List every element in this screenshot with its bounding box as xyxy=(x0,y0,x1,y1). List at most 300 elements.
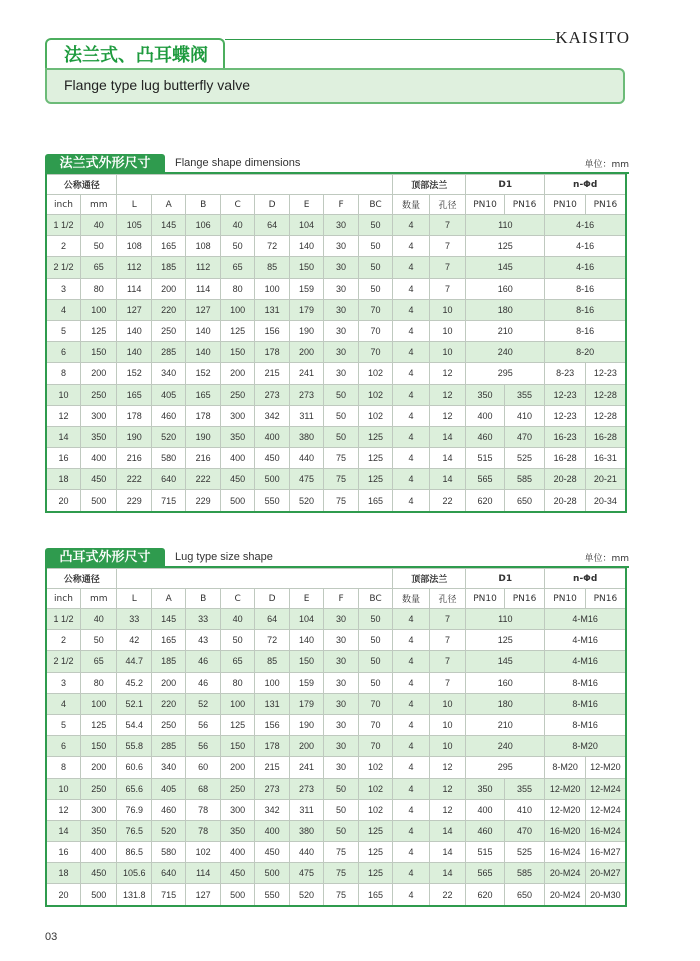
table-cell: 20-28 xyxy=(545,490,586,512)
table-cell: 520 xyxy=(151,820,185,841)
header-row xyxy=(46,589,626,609)
table-cell: 165 xyxy=(151,236,185,257)
table-cell: 460 xyxy=(466,820,505,841)
column-header: PN10 xyxy=(545,589,586,609)
table-cell: 14 xyxy=(429,469,466,490)
table-cell: 1 1/2 xyxy=(46,215,80,236)
column-header: E xyxy=(289,589,323,609)
table-cell: 150 xyxy=(80,342,117,363)
table-cell: 43 xyxy=(186,630,220,651)
table-cell: 80 xyxy=(80,278,117,299)
table-row xyxy=(46,215,626,236)
table-cell: 355 xyxy=(504,778,545,799)
table-cell: 4 xyxy=(393,651,430,672)
table-cell: 40 xyxy=(80,215,117,236)
table-cell: 4 xyxy=(393,778,430,799)
table-row xyxy=(46,384,626,405)
table-cell: 102 xyxy=(358,384,392,405)
table-cell: 54.4 xyxy=(117,714,151,735)
table-cell: 20-21 xyxy=(585,469,626,490)
table-cell: 190 xyxy=(289,320,323,341)
table-cell: 131.8 xyxy=(117,884,151,906)
table-cell: 300 xyxy=(220,799,254,820)
table-cell: 20-M30 xyxy=(585,884,626,906)
table-cell: 8-M16 xyxy=(545,693,626,714)
table-cell: 12 xyxy=(429,757,466,778)
header-nominal-size: 公称通径 xyxy=(46,569,117,589)
header-row xyxy=(46,195,626,215)
table-cell: 56 xyxy=(186,736,220,757)
table-cell: 565 xyxy=(466,863,505,884)
table-cell: 108 xyxy=(117,236,151,257)
table-cell: 4 xyxy=(393,363,430,384)
table-cell: 4 xyxy=(393,299,430,320)
table-row xyxy=(46,609,626,630)
table-cell: 20 xyxy=(46,884,80,906)
table-cell: 42 xyxy=(117,630,151,651)
table-cell: 460 xyxy=(151,799,185,820)
table-cell: 10 xyxy=(46,384,80,405)
table-cell: 405 xyxy=(151,384,185,405)
table-row xyxy=(46,490,626,512)
table-cell: 110 xyxy=(466,215,545,236)
table-cell: 7 xyxy=(429,278,466,299)
table-cell: 216 xyxy=(117,448,151,469)
table-cell: 340 xyxy=(151,757,185,778)
table-cell: 525 xyxy=(504,842,545,863)
column-header: PN16 xyxy=(585,589,626,609)
table-cell: 4 xyxy=(393,342,430,363)
table-cell: 470 xyxy=(504,426,545,447)
table-row xyxy=(46,842,626,863)
table-cell: 342 xyxy=(255,405,289,426)
table-cell: 460 xyxy=(466,426,505,447)
table-cell: 300 xyxy=(80,799,117,820)
table-cell: 185 xyxy=(151,651,185,672)
table-cell: 72 xyxy=(255,630,289,651)
table-cell: 16-M24 xyxy=(585,820,626,841)
table-cell: 12 xyxy=(429,799,466,820)
table-cell: 14 xyxy=(429,842,466,863)
table-cell: 16-28 xyxy=(585,426,626,447)
table-cell: 179 xyxy=(289,299,323,320)
table-cell: 250 xyxy=(80,778,117,799)
table-cell: 40 xyxy=(220,609,254,630)
table-cell: 14 xyxy=(429,820,466,841)
column-header: E xyxy=(289,195,323,215)
table-cell: 12-M20 xyxy=(545,778,586,799)
table-cell: 715 xyxy=(151,490,185,512)
table-cell: 165 xyxy=(151,630,185,651)
table-cell: 52 xyxy=(186,693,220,714)
table-cell: 640 xyxy=(151,863,185,884)
table-cell: 215 xyxy=(255,363,289,384)
table-cell: 178 xyxy=(186,405,220,426)
table-cell: 400 xyxy=(466,799,505,820)
table-cell: 165 xyxy=(186,384,220,405)
table-cell: 65 xyxy=(80,651,117,672)
table-cell: 350 xyxy=(466,778,505,799)
table-cell: 108 xyxy=(186,236,220,257)
table-cell: 140 xyxy=(289,630,323,651)
table-cell: 127 xyxy=(186,299,220,320)
table-cell: 112 xyxy=(117,257,151,278)
table-cell: 3 xyxy=(46,672,80,693)
table-cell: 4 xyxy=(393,320,430,341)
table-cell: 14 xyxy=(429,863,466,884)
table-cell: 50 xyxy=(324,820,358,841)
column-header: PN16 xyxy=(585,195,626,215)
table-cell: 16-31 xyxy=(585,448,626,469)
table-cell: 16-M20 xyxy=(545,820,586,841)
table-cell: 64 xyxy=(255,609,289,630)
table-cell: 2 xyxy=(46,630,80,651)
table-cell: 70 xyxy=(358,714,392,735)
section-rule xyxy=(45,566,629,568)
table-cell: 104 xyxy=(289,609,323,630)
table-cell: 12-M24 xyxy=(585,799,626,820)
column-header: L xyxy=(117,195,151,215)
table-cell: 10 xyxy=(429,342,466,363)
table-cell: 12 xyxy=(46,405,80,426)
column-header: inch xyxy=(46,195,80,215)
column-header: 孔径 xyxy=(429,195,466,215)
table-cell: 20-28 xyxy=(545,469,586,490)
table-row xyxy=(46,693,626,714)
column-header: F xyxy=(324,195,358,215)
table-cell: 40 xyxy=(80,609,117,630)
table-cell: 100 xyxy=(80,693,117,714)
table-cell: 7 xyxy=(429,672,466,693)
table-cell: 75 xyxy=(324,863,358,884)
table-cell: 16-28 xyxy=(545,448,586,469)
header-bolt-holes: n-Φd xyxy=(545,175,626,195)
table-cell: 185 xyxy=(151,257,185,278)
table-cell: 30 xyxy=(324,320,358,341)
table-cell: 6 xyxy=(46,342,80,363)
table-cell: 68 xyxy=(186,778,220,799)
table-cell: 12-23 xyxy=(545,384,586,405)
column-header: mm xyxy=(80,195,117,215)
table-cell: 4 xyxy=(393,405,430,426)
header-blank xyxy=(117,175,393,195)
table-cell: 10 xyxy=(46,778,80,799)
table-cell: 400 xyxy=(220,842,254,863)
table-cell: 85 xyxy=(255,257,289,278)
table-cell: 311 xyxy=(289,405,323,426)
table-cell: 4 xyxy=(393,736,430,757)
table-cell: 12 xyxy=(46,799,80,820)
column-header: 孔径 xyxy=(429,589,466,609)
table-cell: 86.5 xyxy=(117,842,151,863)
table-row xyxy=(46,799,626,820)
table-cell: 70 xyxy=(358,299,392,320)
header-d1: D1 xyxy=(466,569,545,589)
table-cell: 179 xyxy=(289,693,323,714)
column-header: F xyxy=(324,589,358,609)
table-cell: 285 xyxy=(151,736,185,757)
table-cell: 70 xyxy=(358,342,392,363)
table-cell: 16-23 xyxy=(545,426,586,447)
table-cell: 8-M20 xyxy=(545,736,626,757)
table-cell: 350 xyxy=(80,426,117,447)
table-row xyxy=(46,257,626,278)
table-cell: 46 xyxy=(186,651,220,672)
table-cell: 64 xyxy=(255,215,289,236)
table-cell: 20 xyxy=(46,490,80,512)
table-cell: 2 1/2 xyxy=(46,651,80,672)
table-cell: 52.1 xyxy=(117,693,151,714)
table-cell: 4 xyxy=(393,236,430,257)
section-title-zh: 法兰式外形尺寸 xyxy=(45,154,165,174)
table-cell: 8-16 xyxy=(545,278,626,299)
table-cell: 114 xyxy=(186,278,220,299)
table-cell: 16 xyxy=(46,448,80,469)
table-cell: 4-16 xyxy=(545,215,626,236)
table-cell: 159 xyxy=(289,278,323,299)
table-cell: 14 xyxy=(46,426,80,447)
table-cell: 30 xyxy=(324,672,358,693)
table-cell: 475 xyxy=(289,863,323,884)
header-top-flange: 顶部法兰 xyxy=(393,569,466,589)
table-cell: 127 xyxy=(186,884,220,906)
table-cell: 75 xyxy=(324,842,358,863)
table-row xyxy=(46,820,626,841)
table-cell: 12-M24 xyxy=(585,778,626,799)
table-cell: 4 xyxy=(393,490,430,512)
table-cell: 30 xyxy=(324,630,358,651)
table-cell: 210 xyxy=(466,714,545,735)
table-cell: 56 xyxy=(186,714,220,735)
table-cell: 520 xyxy=(151,426,185,447)
table-cell: 4 xyxy=(393,863,430,884)
table-cell: 8-M16 xyxy=(545,672,626,693)
table-cell: 178 xyxy=(117,405,151,426)
table-cell: 140 xyxy=(289,236,323,257)
table-cell: 229 xyxy=(117,490,151,512)
table-cell: 60 xyxy=(186,757,220,778)
table-cell: 30 xyxy=(324,342,358,363)
table-cell: 165 xyxy=(117,384,151,405)
table-cell: 10 xyxy=(429,693,466,714)
table-cell: 16-M27 xyxy=(585,842,626,863)
table-cell: 75 xyxy=(324,884,358,906)
table-cell: 450 xyxy=(220,469,254,490)
column-header: PN10 xyxy=(466,589,505,609)
table-cell: 311 xyxy=(289,799,323,820)
table-cell: 152 xyxy=(186,363,220,384)
table-cell: 350 xyxy=(466,384,505,405)
table-cell: 3 xyxy=(46,278,80,299)
table-cell: 125 xyxy=(358,426,392,447)
table-cell: 5 xyxy=(46,320,80,341)
table-cell: 145 xyxy=(151,215,185,236)
table-cell: 4-16 xyxy=(545,257,626,278)
table-cell: 30 xyxy=(324,236,358,257)
table-cell: 50 xyxy=(80,630,117,651)
table-cell: 50 xyxy=(358,278,392,299)
header-blank xyxy=(117,569,393,589)
table-cell: 500 xyxy=(255,469,289,490)
table-row xyxy=(46,363,626,384)
table-cell: 125 xyxy=(220,320,254,341)
table-cell: 10 xyxy=(429,320,466,341)
table-cell: 131 xyxy=(255,693,289,714)
table-cell: 10 xyxy=(429,299,466,320)
table-cell: 222 xyxy=(186,469,220,490)
table-cell: 112 xyxy=(186,257,220,278)
table-cell: 102 xyxy=(358,405,392,426)
table-cell: 520 xyxy=(289,884,323,906)
table-cell: 342 xyxy=(255,799,289,820)
table-cell: 10 xyxy=(429,714,466,735)
table-cell: 50 xyxy=(358,236,392,257)
table-cell: 4 xyxy=(393,672,430,693)
column-header: mm xyxy=(80,589,117,609)
table-cell: 12-M20 xyxy=(585,757,626,778)
table-cell: 7 xyxy=(429,236,466,257)
table-cell: 500 xyxy=(255,863,289,884)
table-cell: 22 xyxy=(429,490,466,512)
table-cell: 350 xyxy=(220,426,254,447)
flange-section xyxy=(45,154,629,513)
table-cell: 550 xyxy=(255,884,289,906)
table-cell: 180 xyxy=(466,693,545,714)
table-cell: 200 xyxy=(151,672,185,693)
table-cell: 105.6 xyxy=(117,863,151,884)
table-cell: 380 xyxy=(289,426,323,447)
table-cell: 14 xyxy=(429,426,466,447)
section-header xyxy=(45,154,629,174)
table-cell: 165 xyxy=(358,884,392,906)
table-cell: 12 xyxy=(429,778,466,799)
table-cell: 50 xyxy=(324,426,358,447)
table-cell: 515 xyxy=(466,448,505,469)
table-cell: 350 xyxy=(220,820,254,841)
table-cell: 273 xyxy=(255,778,289,799)
unit-label: 单位：mm xyxy=(584,160,629,170)
table-cell: 4 xyxy=(393,278,430,299)
table-cell: 45.2 xyxy=(117,672,151,693)
table-cell: 22 xyxy=(429,884,466,906)
section-title-en: Lug type size shape xyxy=(175,551,273,563)
table-cell: 525 xyxy=(504,448,545,469)
table-cell: 50 xyxy=(324,778,358,799)
table-cell: 200 xyxy=(220,757,254,778)
table-cell: 150 xyxy=(220,342,254,363)
table-cell: 70 xyxy=(358,693,392,714)
table-row xyxy=(46,469,626,490)
table-cell: 30 xyxy=(324,736,358,757)
table-cell: 125 xyxy=(358,448,392,469)
table-cell: 200 xyxy=(289,342,323,363)
table-cell: 110 xyxy=(466,609,545,630)
table-row xyxy=(46,736,626,757)
table-row xyxy=(46,278,626,299)
page-number: 03 xyxy=(45,931,58,943)
table-cell: 30 xyxy=(324,215,358,236)
table-cell: 4 xyxy=(393,757,430,778)
table-cell: 100 xyxy=(220,299,254,320)
table-cell: 102 xyxy=(358,363,392,384)
table-cell: 50 xyxy=(358,257,392,278)
table-cell: 200 xyxy=(80,757,117,778)
table-cell: 55.8 xyxy=(117,736,151,757)
table-cell: 72 xyxy=(255,236,289,257)
table-cell: 500 xyxy=(220,884,254,906)
table-cell: 4 xyxy=(46,693,80,714)
table-cell: 4 xyxy=(393,609,430,630)
table-cell: 140 xyxy=(117,320,151,341)
table-cell: 4 xyxy=(393,384,430,405)
table-cell: 450 xyxy=(220,863,254,884)
column-header: BC xyxy=(358,195,392,215)
table-cell: 104 xyxy=(289,215,323,236)
table-cell: 8-20 xyxy=(545,342,626,363)
table-cell: 160 xyxy=(466,672,545,693)
table-cell: 160 xyxy=(466,278,545,299)
table-cell: 70 xyxy=(358,736,392,757)
table-cell: 4-M16 xyxy=(545,609,626,630)
column-header: D xyxy=(255,589,289,609)
table-cell: 215 xyxy=(255,757,289,778)
table-cell: 4 xyxy=(393,799,430,820)
table-cell: 4 xyxy=(393,257,430,278)
table-cell: 222 xyxy=(117,469,151,490)
table-cell: 12-23 xyxy=(585,363,626,384)
table-cell: 7 xyxy=(429,630,466,651)
table-cell: 300 xyxy=(220,405,254,426)
table-cell: 7 xyxy=(429,651,466,672)
table-cell: 50 xyxy=(324,799,358,820)
table-cell: 460 xyxy=(151,405,185,426)
section-title-en: Flange shape dimensions xyxy=(175,157,301,169)
table-cell: 355 xyxy=(504,384,545,405)
page-title-zh: 法兰式、凸耳蝶阀 xyxy=(64,45,208,66)
table-cell: 4-M16 xyxy=(545,651,626,672)
table-cell: 152 xyxy=(117,363,151,384)
table-cell: 190 xyxy=(289,714,323,735)
table-cell: 229 xyxy=(186,490,220,512)
lug-dimensions-table xyxy=(45,568,627,907)
table-cell: 585 xyxy=(504,863,545,884)
header-top-flange: 顶部法兰 xyxy=(393,175,466,195)
table-cell: 1 1/2 xyxy=(46,609,80,630)
table-cell: 125 xyxy=(466,630,545,651)
table-row xyxy=(46,405,626,426)
column-header: A xyxy=(151,589,185,609)
table-cell: 80 xyxy=(80,672,117,693)
table-row xyxy=(46,651,626,672)
table-cell: 250 xyxy=(80,384,117,405)
table-cell: 78 xyxy=(186,799,220,820)
table-cell: 180 xyxy=(466,299,545,320)
table-cell: 4 xyxy=(393,630,430,651)
table-cell: 12-M20 xyxy=(545,799,586,820)
column-header: PN16 xyxy=(504,589,545,609)
table-cell: 4 xyxy=(46,299,80,320)
table-cell: 40 xyxy=(220,215,254,236)
table-cell: 80 xyxy=(220,672,254,693)
table-cell: 75 xyxy=(324,469,358,490)
column-header: B xyxy=(186,589,220,609)
table-cell: 520 xyxy=(289,490,323,512)
table-cell: 30 xyxy=(324,257,358,278)
table-cell: 580 xyxy=(151,448,185,469)
table-row xyxy=(46,630,626,651)
table-cell: 5 xyxy=(46,714,80,735)
table-cell: 150 xyxy=(289,257,323,278)
